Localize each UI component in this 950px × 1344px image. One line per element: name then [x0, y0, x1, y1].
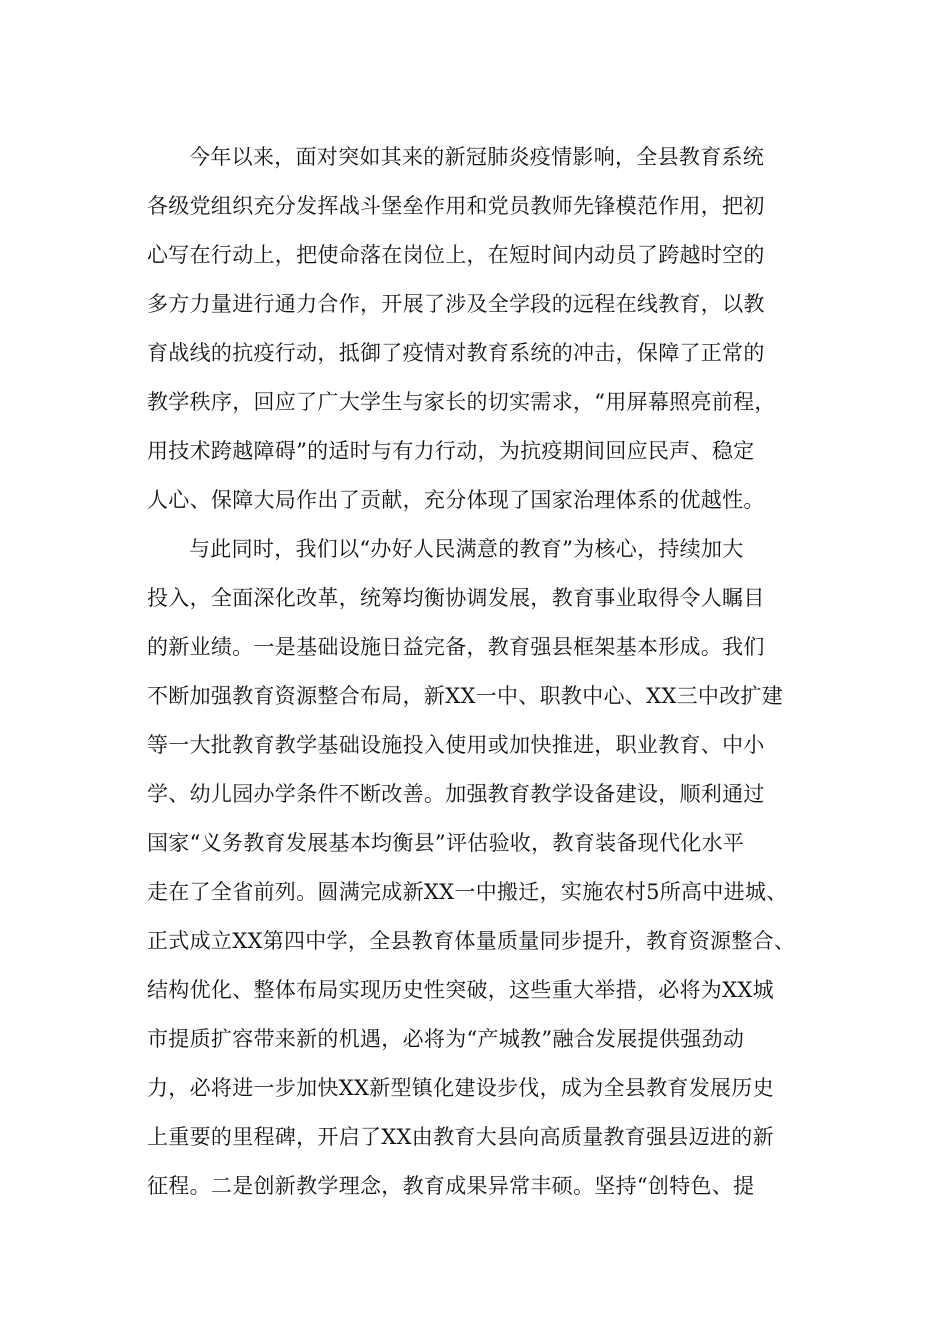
paragraph-2-line-3: 的新业绩。一是基础设施日益完备，教育强县框架基本形成。我们	[147, 635, 765, 659]
paragraph-2-line-10: 结构优化、整体布局实现历史性突破，这些重大举措，必将为XX城	[147, 978, 774, 1002]
paragraph-2-line-5: 等一大批教育教学基础设施投入使用或加快推进，职业教育、中小	[147, 733, 765, 757]
paragraph-2-line-8: 走在了全省前列。圆满完成新XX一中搬迁，实施农村5所高中进城、	[147, 880, 788, 904]
paragraph-1-line-4: 多方力量进行通力合作，开展了涉及全学段的远程在线教育，以教	[147, 292, 765, 316]
paragraph-1-line-8: 人心、保障大局作出了贡献，充分体现了国家治理体系的优越性。	[147, 488, 765, 512]
paragraph-2-line-6: 学、幼儿园办学条件不断改善。加强教育教学设备建设，顺利通过	[147, 782, 765, 806]
paragraph-1-line-6: 教学秩序，回应了广大学生与家长的切实需求，“用屏幕照亮前程，	[147, 390, 776, 414]
paragraph-2-line-11: 市提质扩容带来新的机遇，必将为“产城教”融合发展提供强劲动	[147, 1027, 745, 1051]
paragraph-2-line-7: 国家“义务教育发展基本均衡县”评估验收，教育装备现代化水平	[147, 831, 745, 855]
body-text	[147, 133, 817, 1211]
paragraph-2-line-4: 不断加强教育资源整合布局，新XX一中、职教中心、XX三中改扩建	[147, 684, 784, 708]
paragraph-2-line-12: 力，必将进一步加快XX新型镇化建设步伐，成为全县教育发展历史	[147, 1076, 774, 1100]
paragraph-2-line-1: 与此同时，我们以“办好人民满意的教育”为核心，持续加大	[189, 537, 744, 561]
paragraph-1-line-7: 用技术跨越障碍”的适时与有力行动，为抗疫期间回应民声、稳定	[147, 439, 755, 463]
paragraph-1-line-2: 各级党组织充分发挥战斗堡垒作用和党员教师先锋模范作用，把初	[147, 194, 765, 218]
paragraph-2-line-9: 正式成立XX第四中学，全县教育体量质量同步提升，教育资源整合、	[147, 929, 796, 953]
paragraph-1-line-5: 育战线的抗疫行动，抵御了疫情对教育系统的冲击，保障了正常的	[147, 341, 765, 365]
paragraph-1-line-3: 心写在行动上，把使命落在岗位上，在短时间内动员了跨越时空的	[147, 243, 765, 267]
paragraph-2-line-2: 投入，全面深化改革，统筹均衡协调发展，教育事业取得令人瞩目	[147, 586, 765, 610]
paragraph-1-line-1: 今年以来，面对突如其来的新冠肺炎疫情影响，全县教育系统	[189, 145, 765, 169]
paragraph-2-line-14: 征程。二是创新教学理念，教育成果异常丰硕。坚持“创特色、提	[147, 1174, 755, 1198]
paragraph-2-line-13: 上重要的里程碑，开启了XX由教育大县向高质量教育强县迈进的新	[147, 1125, 774, 1149]
